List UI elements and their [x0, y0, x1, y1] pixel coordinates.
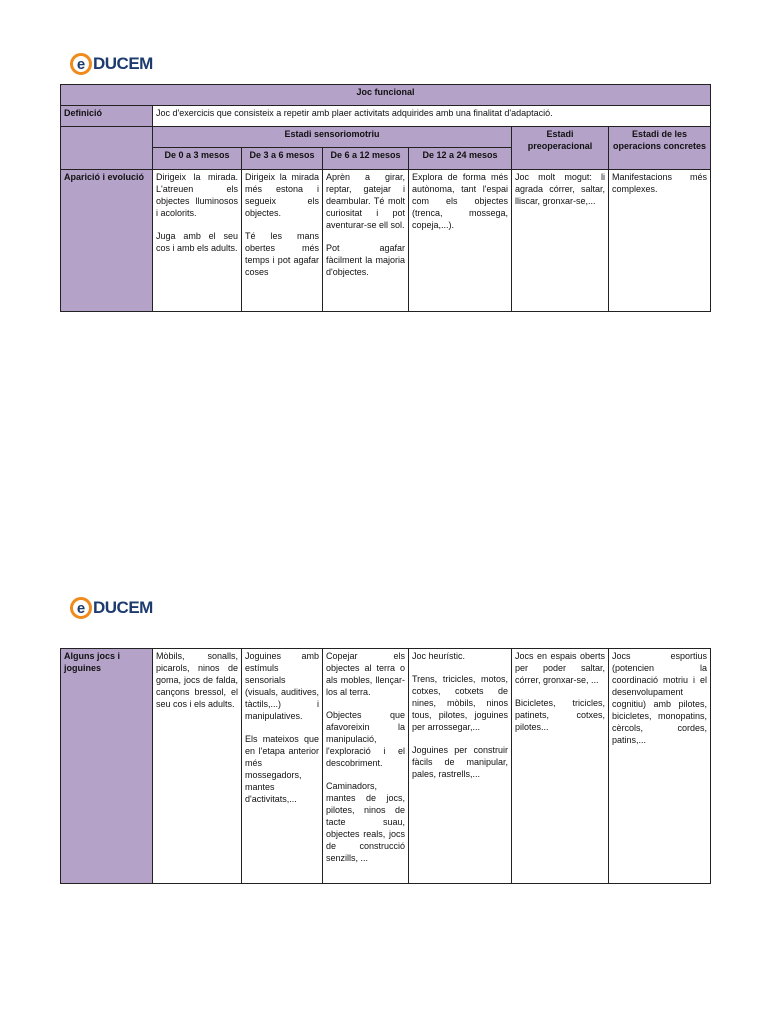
cell-paragraph: Dirigeix la mirada. L'atreuen els objectes lluminosos i acolorits.: [156, 172, 238, 218]
cell-jocs-12-24: [409, 649, 512, 884]
cell-jocs-0-3: [153, 649, 242, 884]
logo-mark: e: [70, 53, 92, 75]
educem-logo: [70, 53, 153, 75]
educem-logo: [70, 597, 153, 619]
cell-aparicio-preop: [512, 170, 609, 312]
cell-jocs-3-6: [242, 649, 323, 884]
jocs-joguines-table: [60, 648, 711, 884]
cell-aparicio-12-24: [409, 170, 512, 312]
cell-paragraph: Manifestacions més complexes.: [612, 172, 708, 194]
definition-text: Joc d'exercicis que consisteix a repetir amb plaer activitats adquirides amb una finalitat d'adaptació.: [153, 106, 711, 127]
stage-preoperacional: Estadi preoperacional: [512, 127, 609, 170]
cell-paragraph: Mòbils, sonalls, picarols, ninos de goma, jocs de falda, cançons bressol, el seu cos i els adults.: [156, 651, 238, 709]
cell-aparicio-concretes: [609, 170, 711, 312]
cell-paragraph: Joc heurístic.: [412, 651, 466, 661]
logo-mark: e: [70, 597, 92, 619]
age-3-6: De 3 a 6 mesos: [242, 148, 323, 170]
cell-aparicio-6-12: [323, 170, 409, 312]
cell-paragraph: Objectes que afavoreixin la manipulació, l'exploració i el descobriment.: [326, 710, 405, 768]
cell-paragraph: Explora de forma més autònoma, tant l'espai com els objectes (trenca, mossega, copeja,...).: [412, 172, 508, 230]
cell-paragraph: Pot agafar fàcilment la majoria d'objectes.: [326, 243, 405, 277]
cell-jocs-6-12: [323, 649, 409, 884]
age-0-3: De 0 a 3 mesos: [153, 148, 242, 170]
age-6-12: De 6 a 12 mesos: [323, 148, 409, 170]
cell-paragraph: Aprèn a girar, reptar, gatejar i deambular. Té molt curiositat i pot aventurar-se ell sol.: [326, 172, 405, 230]
age-12-24: De 12 a 24 mesos: [409, 148, 512, 170]
table-title: Joc funcional: [61, 85, 711, 106]
cell-paragraph: Joguines per construir fàcils de manipular, pales, rastrells,...: [412, 745, 508, 779]
cell-jocs-preop: [512, 649, 609, 884]
cell-paragraph: Trens, tricicles, motos, cotxes, cotxets de nines, mòbils, ninos tous, pilotes, joguines per arrossegar,...: [412, 674, 508, 732]
cell-paragraph: Joc molt mogut: li agrada córrer, saltar, lliscar, gronxar-se,...: [515, 172, 605, 206]
logo-text: DUCEM: [93, 598, 153, 617]
stage-operacions-concretes: Estadi de les operacions concretes: [609, 127, 711, 170]
definition-label: Definició: [61, 106, 153, 127]
cell-paragraph: Els mateixos que en l'etapa anterior més mossegadors, mantes d'activitats,...: [245, 734, 319, 804]
cell-paragraph: Jocs en espais oberts per poder saltar, córrer, gronxar-se, ...: [515, 651, 605, 685]
header-empty-cell: [61, 127, 153, 170]
cell-aparicio-3-6: [242, 170, 323, 312]
cell-paragraph: Jocs esportius (potencien la coordinació motriu i el desenvolupament cognitiu) amb pilotes, bicicletes, monopatins, cèrcols, cordes, patins,...: [612, 651, 707, 745]
cell-paragraph: Copejar els objectes al terra o als mobles, llençar-los al terra.: [326, 651, 405, 697]
cell-paragraph: Caminadors, mantes de jocs, pilotes, ninos de tacte suau, objectes reals, jocs de construcció senzills, ...: [326, 781, 405, 863]
row-label-aparicio: Aparició i evolució: [61, 170, 153, 312]
cell-paragraph: Joguines amb estímuls sensorials (visuals, auditives, tàctils,...) i manipulatives.: [245, 651, 319, 721]
logo-text: DUCEM: [93, 54, 153, 73]
cell-paragraph: Bicicletes, tricicles, patinets, cotxes, pilotes...: [515, 698, 605, 732]
cell-aparicio-0-3: [153, 170, 242, 312]
cell-paragraph: Juga amb el seu cos i amb els adults.: [156, 231, 238, 253]
cell-paragraph: Té les mans obertes més temps i pot agafar coses: [245, 231, 319, 277]
stage-sensoriomotriu: Estadi sensoriomotriu: [153, 127, 512, 148]
cell-paragraph: Dirigeix la mirada més estona i segueix els objectes.: [245, 172, 319, 218]
cell-jocs-concretes: [609, 649, 711, 884]
joc-funcional-table: [60, 84, 711, 312]
row-label-jocs: Alguns jocs i joguines: [61, 649, 153, 884]
